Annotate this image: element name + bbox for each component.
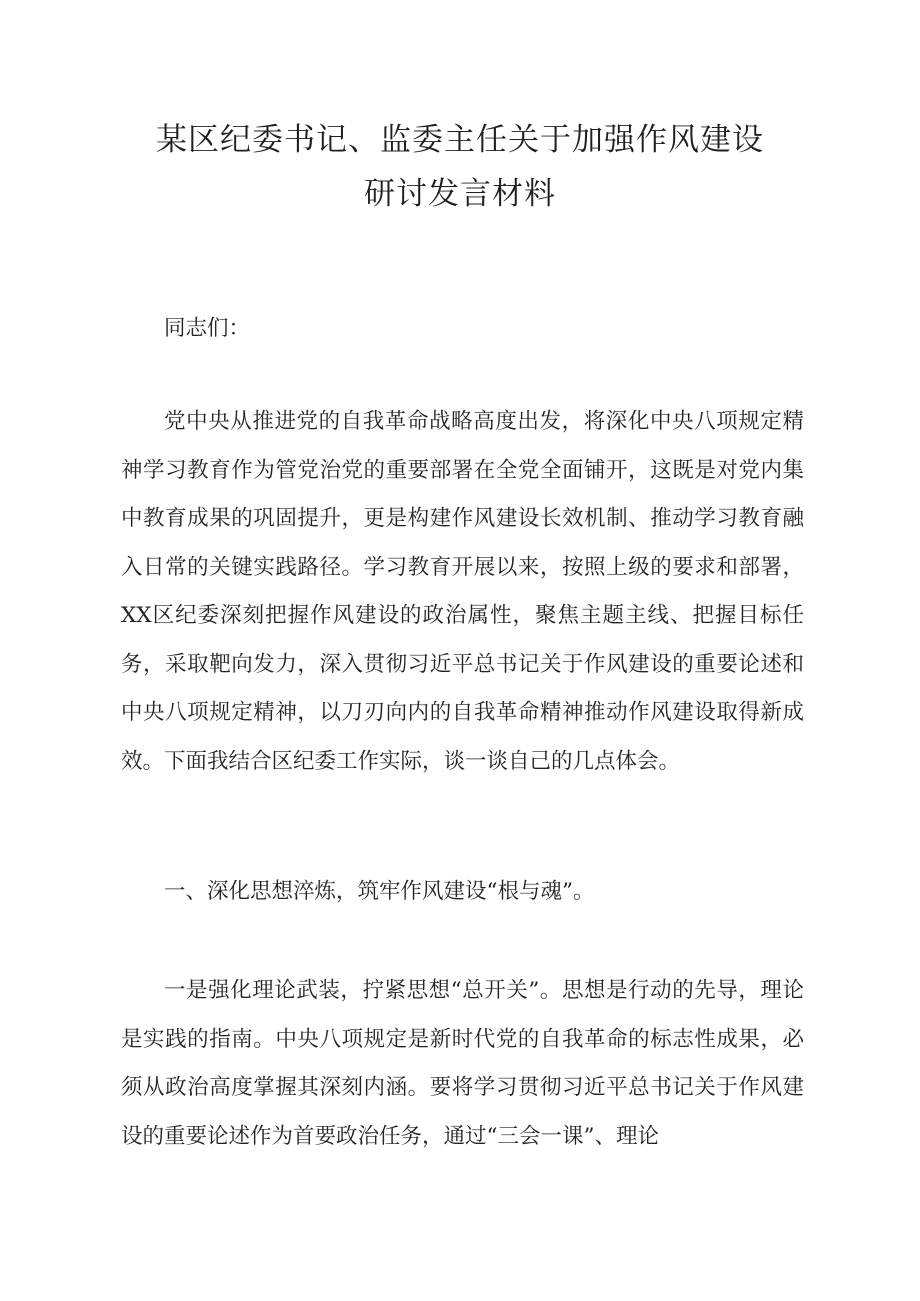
section-heading-1: 一、深化思想淬炼，筑牢作风建设“根与魂”。 <box>164 879 595 904</box>
body-paragraph-section1: 一是强化理论武装，拧紧思想“总开关”。思想是行动的先导，理论是实践的指南。中央八项规定是新时代党的自我革命的标志性成果，必须从政治高度掌握其深刻内涵。要将学习贯彻习近平总书记关于作风建设的重要论述作为首要政治任务，通过“三会一课”、理论 <box>121 978 804 1149</box>
document-title-line-2: 研讨发言材料 <box>364 176 556 212</box>
document-title-line-1: 某区纪委书记、监委主任关于加强作风建设 <box>156 122 764 158</box>
body-paragraph-intro: 党中央从推进党的自我革命战略高度出发，将深化中央八项规定精神学习教育作为管党治党的重要部署在全党全面铺开，这既是对党内集中教育成果的巩固提升，更是构建作风建设长效机制、推动学习教育融入日常的关键实践路径。学习教育开展以来，按照上级的要求和部署，XX区纪委深刻把握作风建设的政治属性，聚焦主题主线、把握目标任务，采取靶向发力，深入贯彻习近平总书记关于作风建设的重要论述和中央八项规定精神，以刀刃向内的自我革命精神推动作风建设取得新成效。下面我结合区纪委工作实际，谈一谈自己的几点体会。 <box>121 409 804 774</box>
salutation: 同志们： <box>164 316 251 341</box>
